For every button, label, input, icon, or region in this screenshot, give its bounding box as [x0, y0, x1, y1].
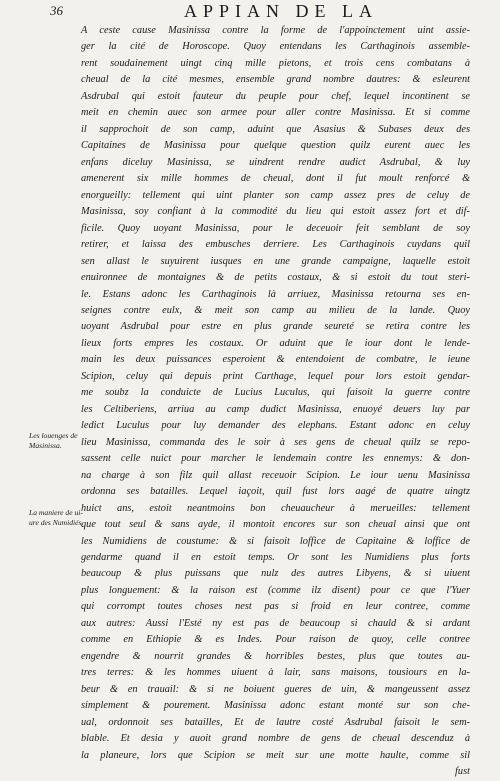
text-line: seignes contre eulx, & meit son camp au milieu de la lande. Quoy [81, 304, 470, 316]
text-line: Masinissa, soy confiant à la commodité du lieu qui estoit assez fort et dif- [81, 206, 470, 218]
text-line: amenerent six mille hommes de cheual, dont il fut moult renforcé & [81, 173, 470, 185]
text-line: beaucoup & plus puissans que nulz des autres Libyens, & si uiuent [81, 568, 470, 580]
text-line: lieu Masinissa, commanda des le soir à ses gens de cheual quilz se repo- [81, 436, 470, 448]
text-line: que tout seul & sans ayde, il montoit encores sur son cheual ainsi que ont [81, 519, 470, 531]
text-line: meit en chemin auec son armee pour aller contre Masinissa. Et si comme [81, 107, 470, 119]
text-line: uoyant Asdrubal pour estre en plus grande seureté se retira contre les [81, 321, 470, 333]
text-line: retirer, et laissa des embusches derriere. Les Carthaginois cuydans quil [81, 239, 470, 251]
text-line: plus longuement: & la raison est (comme ilz disent) pour ce que l'Yuer [81, 584, 470, 596]
text-line: cheual de la cité mesmes, ensemble grand nombre dautres: & esleurent [81, 74, 470, 86]
body-text [81, 23, 470, 781]
text-line: me soubz la conduicte de Lucius Luculus, qui faisoit la guerre contre [81, 387, 470, 399]
text-line: ger la cité de Horoscope. Quoy entendans les Carthaginois assemble- [81, 41, 470, 53]
text-line: fust [455, 766, 470, 778]
text-line: enuironnee de montaignes & de petits costaux, & si estoit du tout steri- [81, 272, 470, 284]
text-line: ledict Luculus pour luy demander des elephans. Estant adonc en celuy [81, 420, 470, 432]
text-line: engendre & nourrit grandes & horribles bestes, plus que toutes au- [81, 650, 470, 662]
text-line: Capitaines de Masinissa pour quelque question quilz eurent auec les [81, 140, 470, 152]
text-line: simplement & pourement. Masinissa adonc estant monté sur son che- [81, 700, 470, 712]
text-line: enorgueilly: tellement qui uint planter son camp assez pres de celuy de [81, 189, 470, 201]
running-head: APPIAN DE LA [184, 1, 379, 21]
side-note-line: ure des Numidiés. [29, 517, 84, 527]
side-note-line: La maniere de ui- [29, 508, 83, 517]
text-line: qui corrompt toutes choses nest pas si froid en leur contree, comme [81, 601, 470, 613]
text-line: sen allast le suyuirent iusques en une grande campaigne, laquelle estoit [81, 255, 470, 267]
side-note-maniere [29, 508, 89, 527]
text-line: tres terres: & les hommes uiuent à lair, sans maisons, tousiours en la- [81, 667, 470, 679]
text-line: A ceste cause Masinissa contre la forme de l'appoinctement uint assie- [81, 25, 470, 36]
text-line: ordonna ses batailles. Lequel iaçoit, quil fust lors aagé de quatre uingtz [81, 486, 470, 498]
page-number: 36 [50, 3, 63, 18]
side-note-louenges [29, 431, 89, 450]
text-line: lieux forts empres les costaux. Or aduint que le iour dont le lende- [81, 337, 470, 349]
text-line: rent soudainement uingt cinq mille pietons, et trois cens combatans à [81, 57, 470, 69]
text-line: huict ans, estoit neantmoins bon cheuaucheur à merueilles: tellement [81, 502, 470, 514]
text-line: la planeure, lors que Scipion se meit sur une motte haulte, comme sil [81, 749, 470, 761]
text-line: ficile. Quoy uoyant Masinissa, pour le deceuoir feit semblant de soy [81, 222, 470, 234]
text-line: aux autres: Aussi l'Esté ny est pas de beaucoup si chauld & si ardant [81, 617, 470, 629]
text-line: il sapprochoit de son camp, aduint que Asasius & Subases deux des [81, 123, 470, 135]
text-line: Asdrubal qui estoit fauteur du peuple pour chef, lequel incontinent se [81, 90, 470, 102]
side-note-line: Masinissa. [29, 440, 62, 450]
text-line: ual, ordonnoit ses batailles, Et de lautre costé Asdrubal faisoit le sem- [81, 716, 470, 728]
text-line: Scipion, celuy qui depuis print Carthage, lequel pour lors estoit gendar- [81, 370, 470, 382]
text-line: les Numidiens de coustume: & si faisoit loffice de Capitaine & loffice de [81, 535, 470, 547]
text-line: beur & en trauail: & si ne boiuent gueres de uin, & mangeussent assez [81, 683, 470, 695]
text-line: les Celtiberiens, arriua au camp dudict Masinissa, enuoyé deuers luy par [81, 403, 470, 415]
text-line: blable. Et desia y auoit grand nombre de gens de cheual descenduz à [81, 733, 470, 745]
text-line: na charge à son filz quil allast receuoir Scipion. Le iour uenu Masinissa [81, 469, 470, 481]
text-line: main les deux puissances esperoient & entendoient de combatre, le ieune [81, 354, 470, 366]
text-line: comme en Ethiopie & es Indes. Pour raison de quoy, celle contree [81, 634, 470, 646]
text-line: le. Estans adonc les Carthaginois là arriuez, Masinissa retourna ses en- [81, 288, 470, 300]
text-line: gendarme quand il en estoit temps. Or sont les Numidiens plus forts [81, 552, 470, 563]
side-note-line: Les louenges de [29, 431, 78, 440]
text-line: sassent celle nuict pour marcher le lendemain contre les ennemys: & don- [81, 453, 470, 465]
text-line: enfans diceluy Masinissa, se uindrent rendre audict Asdrubal, & luy [81, 156, 470, 168]
